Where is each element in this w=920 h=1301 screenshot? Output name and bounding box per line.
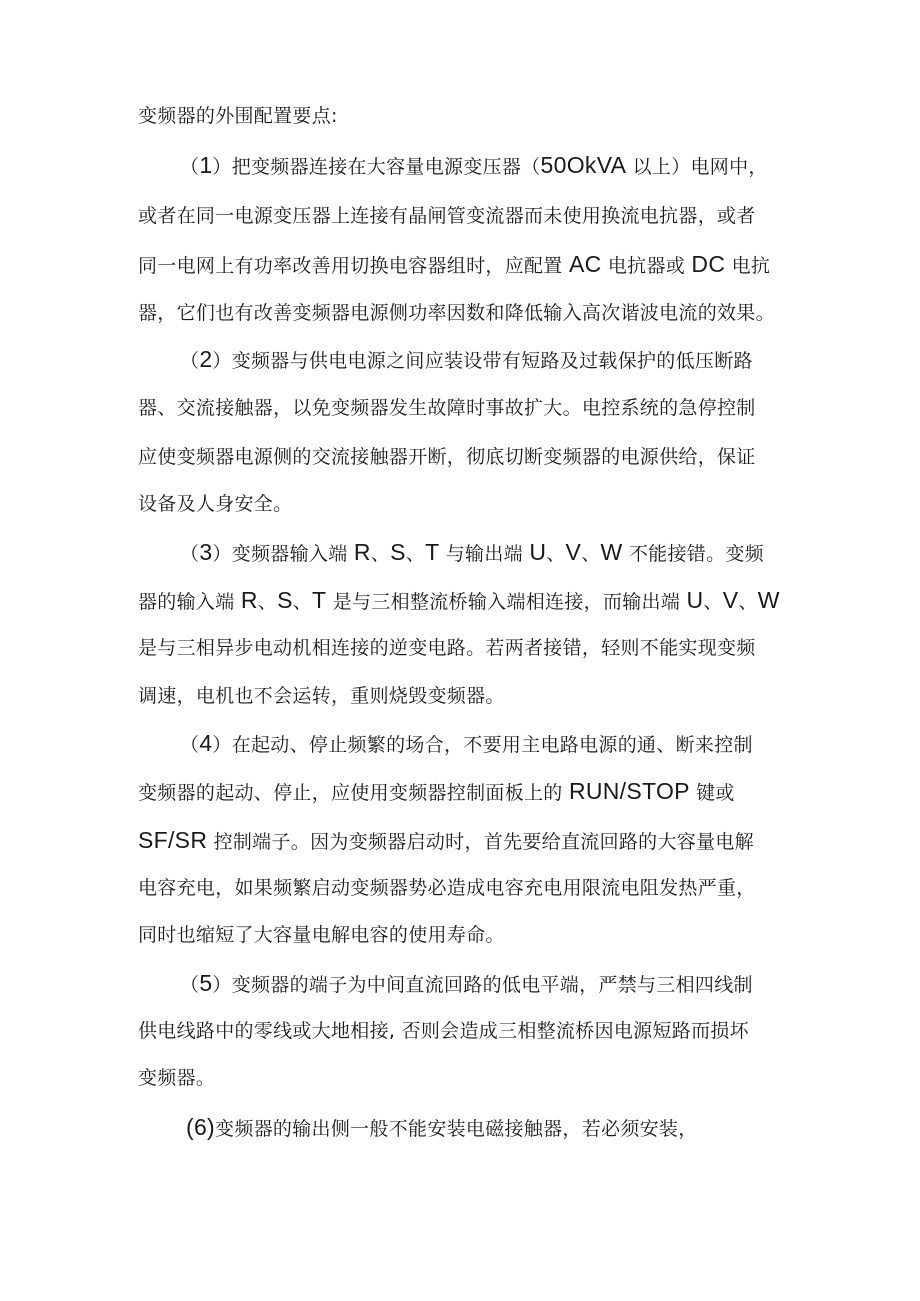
paragraph-4-line-4: 电容充电，如果频繁启动变频器势必造成电容充电用限流电阻发热严重， [138,877,756,899]
paragraph-3-line-4: 调速，电机也不会运转，重则烧毁变频器。 [138,685,505,707]
paragraph-1-line-3: 同一电网上有功率改善用切换电容器组时，应配置 AC 电抗器或 DC 电抗 [138,251,771,277]
paragraph-4-line-1: （4）在起动、停止频繁的场合，不要用主电路电源的通、断来控制 [180,730,753,756]
paragraph-5-line-3: 变频器。 [138,1067,216,1089]
paragraph-3-line-3: 是与三相异步电动机相连接的逆变电路。若两者接错，轻则不能实现变频 [138,637,756,659]
paragraph-2-line-2: 器、交流接触器，以免变频器发生故障时事故扩大。电控系统的急停控制 [138,397,756,419]
paragraph-5-line-2: 供电线路中的零线或大地相接, 否则会造成三相整流桥因电源短路而损坏 [138,1020,749,1042]
paragraph-4-line-5: 同时也缩短了大容量电解电容的使用寿命。 [138,924,505,946]
paragraph-1-line-2: 或者在同一电源变压器上连接有晶闸管变流器而未使用换流电抗器，或者 [138,205,756,227]
paragraph-2-line-1: （2）变频器与供电电源之间应装设带有短路及过载保护的低压断路 [180,346,753,372]
paragraph-3-line-2: 器的输入端 R、S、T 是与三相整流桥输入端相连接，而输出端 U、V、W [138,587,780,613]
paragraph-4-line-3: SF/SR 控制端子。因为变频器启动时，首先要给直流回路的大容量电解 [138,827,754,853]
paragraph-1-line-4: 器，它们也有改善变频器电源侧功率因数和降低输入高次谐波电流的效果。 [138,302,775,324]
paragraph-2-line-4: 设备及人身安全。 [138,493,293,515]
paragraph-3-line-1: （3）变频器输入端 R、S、T 与输出端 U、V、W 不能接错。变频 [180,539,764,565]
paragraph-1-line-1: （1）把变频器连接在大容量电源变压器（50OkVA 以上）电网中， [180,152,768,178]
document-heading: 变频器的外围配置要点: [138,105,338,127]
paragraph-6-line-1: (6)变频器的输出侧一般不能安装电磁接触器，若必须安装， [186,1114,698,1140]
paragraph-5-line-1: （5）变频器的端子为中间直流回路的低电平端，严禁与三相四线制 [180,970,753,996]
paragraph-4-line-2: 变频器的起动、停止，应使用变频器控制面板上的 RUN/STOP 键或 [138,778,735,804]
paragraph-2-line-3: 应使变频器电源侧的交流接触器开断，彻底切断变频器的电源供给，保证 [138,446,756,468]
